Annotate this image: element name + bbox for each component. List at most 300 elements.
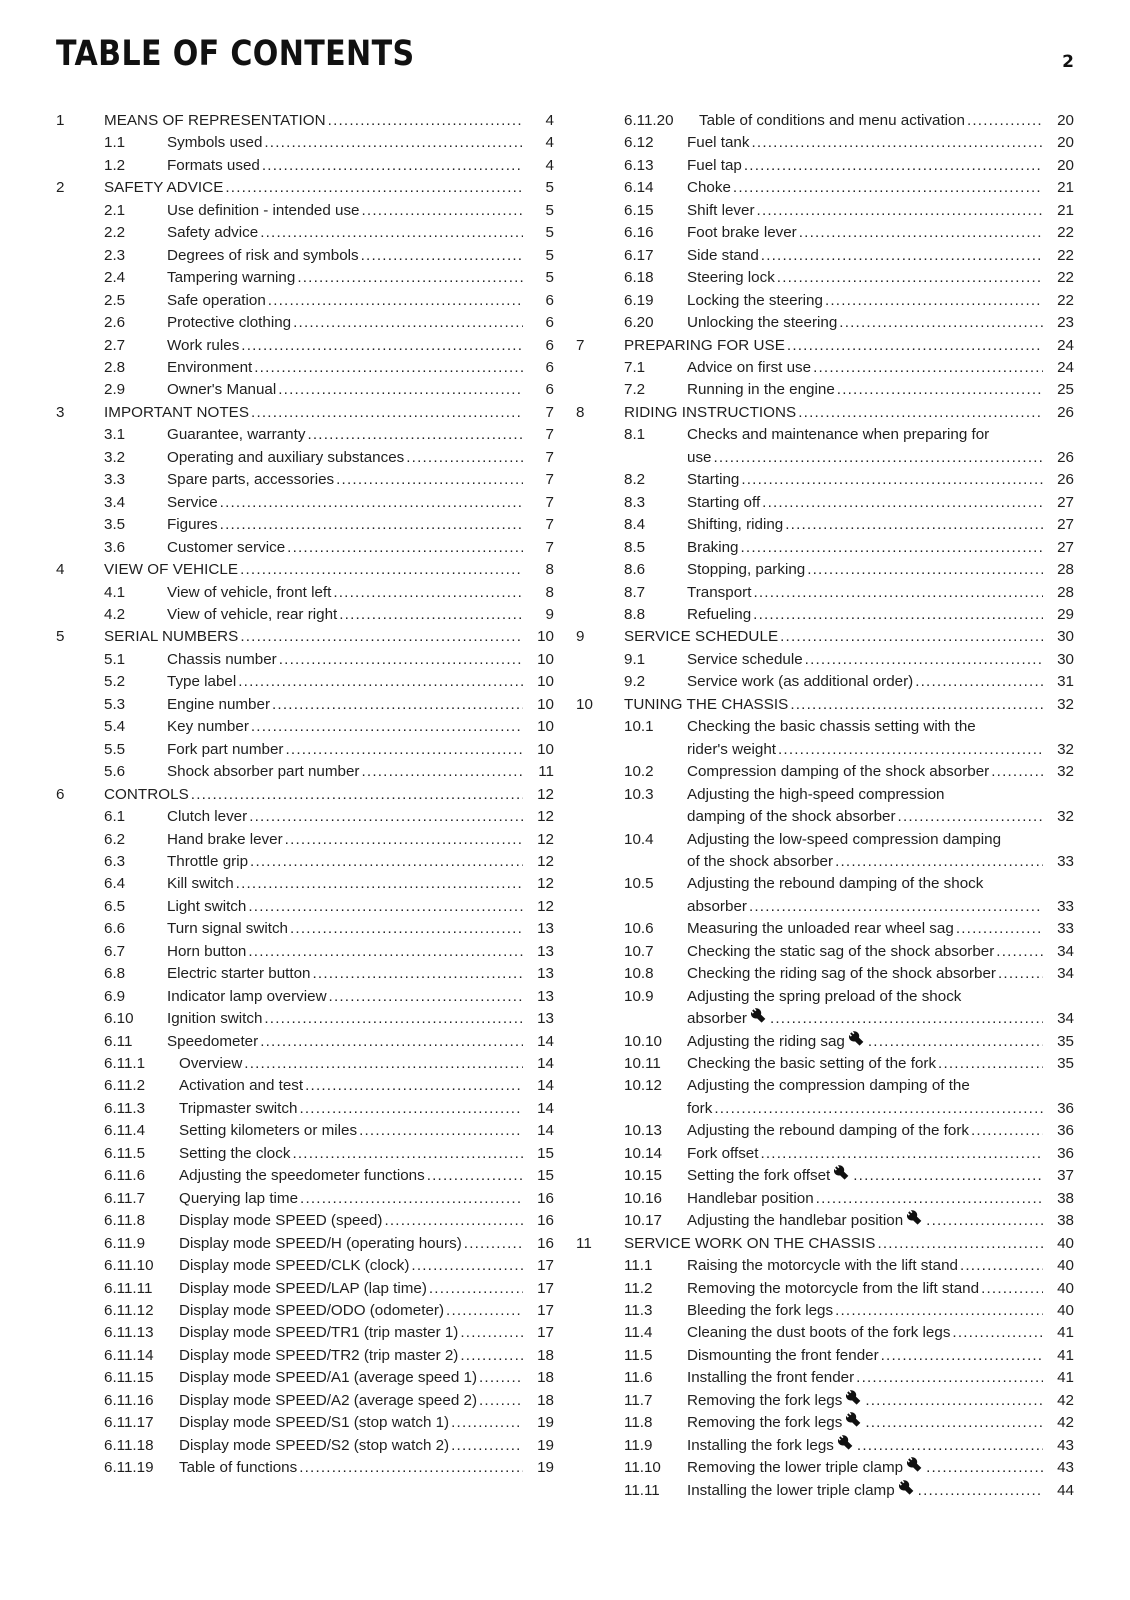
toc-entry-number: 8.5 <box>624 538 646 556</box>
toc-entry-number: 10.7 <box>624 942 654 960</box>
toc-page-number: 8 <box>545 561 554 579</box>
toc-entry[interactable] <box>56 941 554 963</box>
toc-page-number: 13 <box>537 965 554 983</box>
toc-page-number: 18 <box>537 1369 554 1387</box>
toc-entry[interactable] <box>56 896 554 918</box>
dot-leader <box>362 200 524 222</box>
toc-entry[interactable] <box>576 1480 1074 1502</box>
toc-entry-body <box>167 963 554 985</box>
toc-entry[interactable] <box>576 1255 1074 1277</box>
toc-page-number: 41 <box>1057 1346 1074 1364</box>
toc-entry-body <box>167 604 554 626</box>
toc-entry-body <box>687 1031 1074 1053</box>
toc-column-left <box>56 110 554 1502</box>
toc-entry-title: Shifting, riding <box>687 516 784 534</box>
toc-entry-number: 6.20 <box>624 314 654 332</box>
toc-entry-title: Setting the fork offset <box>687 1167 831 1185</box>
toc-entry-title: Display mode SPEED/ODO (odometer) <box>179 1302 445 1320</box>
toc-entry[interactable] <box>576 357 1074 379</box>
toc-entry[interactable] <box>56 177 554 199</box>
dot-leader <box>799 222 1043 244</box>
toc-entry-number: 1 <box>56 112 65 129</box>
toc-entry-title: Horn button <box>167 942 247 960</box>
toc-entry[interactable] <box>576 649 1074 671</box>
toc-entry[interactable] <box>576 671 1074 693</box>
toc-entry[interactable] <box>56 155 554 177</box>
toc-entry[interactable] <box>56 110 554 132</box>
toc-entry-title: Key number <box>167 718 249 736</box>
dot-leader <box>835 851 1043 873</box>
dot-leader <box>865 1412 1043 1434</box>
toc-entry[interactable] <box>56 290 554 312</box>
dot-leader <box>264 132 523 154</box>
toc-entry[interactable] <box>56 829 554 851</box>
toc-entry[interactable] <box>576 873 1074 918</box>
toc-entry[interactable] <box>56 1390 554 1412</box>
toc-entry-line <box>687 1008 1074 1030</box>
toc-page-number: 20 <box>1057 112 1074 129</box>
toc-page-number: 22 <box>1057 224 1074 242</box>
toc-entry-title: Indicator lamp overview <box>167 987 327 1005</box>
toc-entry-number: 5.3 <box>104 695 126 713</box>
toc-entry-body <box>167 896 554 918</box>
toc-entry[interactable] <box>56 357 554 379</box>
toc-entry[interactable] <box>56 1053 554 1075</box>
toc-entry-number: 10.17 <box>624 1212 663 1230</box>
toc-entry-number: 6.16 <box>624 224 654 242</box>
toc-page-number: 6 <box>545 314 554 332</box>
toc-entry-number: 8.1 <box>624 426 646 444</box>
toc-page-number: 18 <box>537 1346 554 1364</box>
toc-entry[interactable] <box>56 1008 554 1030</box>
toc-entry-body <box>104 626 554 648</box>
toc-entry-number: 6.11.10 <box>104 1257 154 1275</box>
toc-entry[interactable] <box>576 1031 1074 1053</box>
toc-entry-number: 3 <box>56 403 65 421</box>
toc-entry[interactable] <box>56 424 554 446</box>
toc-entry-number: 4 <box>56 561 65 579</box>
toc-entry[interactable] <box>56 1075 554 1097</box>
toc-entry[interactable] <box>576 1367 1074 1389</box>
toc-entry[interactable] <box>56 851 554 873</box>
toc-entry[interactable] <box>56 1120 554 1142</box>
toc-entry[interactable] <box>56 1300 554 1322</box>
toc-entry[interactable] <box>56 1031 554 1053</box>
toc-page-number: 13 <box>537 1010 554 1028</box>
dot-leader <box>460 1322 523 1344</box>
toc-entry[interactable] <box>56 1255 554 1277</box>
toc-page-number: 38 <box>1057 1189 1074 1207</box>
dot-leader <box>287 537 523 559</box>
toc-page-number: 19 <box>537 1459 554 1477</box>
toc-entry-body <box>624 335 1074 357</box>
toc-entry[interactable] <box>56 379 554 401</box>
toc-entry-title: Display mode SPEED/H (operating hours) <box>179 1234 462 1252</box>
toc-entry-body <box>687 649 1074 671</box>
toc-entry-title: Setting kilometers or miles <box>179 1122 358 1140</box>
toc-entry-title: Checking the basic setting of the fork <box>687 1055 937 1073</box>
toc-entry[interactable] <box>576 492 1074 514</box>
toc-entry[interactable] <box>56 222 554 244</box>
toc-entry[interactable] <box>576 514 1074 536</box>
dot-leader <box>260 1031 523 1053</box>
dot-leader <box>741 469 1043 491</box>
toc-entry-body <box>179 1278 554 1300</box>
toc-entry[interactable] <box>56 1367 554 1389</box>
dot-leader <box>479 1390 523 1412</box>
dot-leader <box>757 200 1043 222</box>
toc-entry[interactable] <box>576 1278 1074 1300</box>
toc-entry-number: 10.1 <box>624 718 654 736</box>
toc-entry-number: 4.2 <box>104 605 126 623</box>
toc-entry-number: 8.2 <box>624 471 646 489</box>
toc-entry[interactable] <box>56 312 554 334</box>
dot-leader <box>479 1367 523 1389</box>
toc-entry[interactable] <box>56 1143 554 1165</box>
toc-page-number: 6 <box>545 381 554 399</box>
toc-entry[interactable] <box>576 716 1074 761</box>
dot-leader <box>837 379 1043 401</box>
toc-entry[interactable] <box>576 694 1074 716</box>
dot-leader <box>807 559 1043 581</box>
toc-entry[interactable] <box>56 559 554 581</box>
toc-entry[interactable] <box>56 537 554 559</box>
toc-page-number: 12 <box>537 785 554 803</box>
toc-entry-title: Service work (as additional order) <box>687 673 914 691</box>
toc-entry-title: Removing the lower triple clamp <box>687 1459 904 1477</box>
toc-entry-number: 1.2 <box>104 156 126 174</box>
toc-entry[interactable] <box>56 626 554 648</box>
toc-entry[interactable] <box>56 1345 554 1367</box>
toc-entry[interactable] <box>576 1322 1074 1344</box>
toc-page-number: 23 <box>1057 314 1074 332</box>
toc-entry-number: 11.1 <box>624 1257 653 1275</box>
dot-leader <box>918 1480 1043 1502</box>
toc-entry[interactable] <box>576 402 1074 424</box>
toc-entry[interactable] <box>576 222 1074 244</box>
toc-entry[interactable] <box>576 784 1074 829</box>
toc-columns <box>56 110 1074 1502</box>
wrench-icon <box>846 1390 861 1405</box>
toc-entry-body <box>687 312 1074 334</box>
toc-entry[interactable] <box>576 290 1074 312</box>
toc-entry[interactable] <box>576 761 1074 783</box>
toc-entry-body <box>624 402 1074 424</box>
toc-entry[interactable] <box>576 245 1074 267</box>
toc-entry[interactable] <box>576 626 1074 648</box>
toc-entry[interactable] <box>56 582 554 604</box>
toc-entry-body <box>687 1480 1074 1502</box>
toc-entry-body <box>167 335 554 357</box>
toc-entry-title: PREPARING FOR USE <box>624 336 785 354</box>
toc-entry[interactable] <box>576 1412 1074 1434</box>
toc-entry[interactable] <box>576 1120 1074 1142</box>
toc-page-number: 21 <box>1057 201 1074 219</box>
dot-leader <box>299 1457 523 1479</box>
toc-entry[interactable] <box>576 1233 1074 1255</box>
toc-entry-number: 11.10 <box>624 1459 661 1477</box>
dot-leader <box>451 1435 523 1457</box>
toc-entry[interactable] <box>56 1457 554 1479</box>
toc-entry-number: 6.8 <box>104 965 126 983</box>
toc-page-number: 30 <box>1057 628 1074 646</box>
toc-entry[interactable] <box>576 110 1074 132</box>
toc-entry[interactable] <box>576 941 1074 963</box>
toc-entry-body <box>167 469 554 491</box>
toc-entry-number: 8.4 <box>624 516 646 534</box>
toc-entry[interactable] <box>576 1300 1074 1322</box>
toc-page-number: 12 <box>537 830 554 848</box>
toc-page-number: 12 <box>537 808 554 826</box>
toc-entry[interactable] <box>56 1233 554 1255</box>
toc-entry[interactable] <box>56 514 554 536</box>
toc-entry-title: Adjusting the spring preload of the shock <box>687 987 962 1005</box>
toc-entry[interactable] <box>576 918 1074 940</box>
toc-entry-number: 10.15 <box>624 1167 663 1185</box>
toc-entry-number: 5.4 <box>104 718 126 736</box>
toc-page-number: 4 <box>545 134 554 152</box>
toc-entry[interactable] <box>576 963 1074 985</box>
toc-entry-body <box>167 312 554 334</box>
toc-entry-body <box>687 918 1074 940</box>
toc-page-number: 14 <box>537 1032 554 1050</box>
dot-leader <box>877 1233 1043 1255</box>
toc-page-number: 38 <box>1057 1212 1074 1230</box>
toc-entry[interactable] <box>576 582 1074 604</box>
toc-entry-number: 3.4 <box>104 493 126 511</box>
toc-entry-title: Service schedule <box>687 650 803 668</box>
toc-page-number: 33 <box>1057 852 1074 870</box>
toc-entry-body <box>179 1210 554 1232</box>
dot-leader <box>248 896 523 918</box>
toc-page-number: 7 <box>545 448 554 466</box>
toc-entry[interactable] <box>56 761 554 783</box>
toc-entry-number: 6.11.13 <box>104 1324 154 1342</box>
toc-entry-body <box>167 537 554 559</box>
toc-entry-number: 5.6 <box>104 763 126 781</box>
toc-entry-number: 10.5 <box>624 875 654 893</box>
toc-entry[interactable] <box>56 873 554 895</box>
dot-leader <box>278 379 523 401</box>
toc-page-number: 26 <box>1057 403 1074 421</box>
toc-entry[interactable] <box>576 267 1074 289</box>
toc-entry[interactable] <box>576 986 1074 1031</box>
toc-entry-number: 10.8 <box>624 965 654 983</box>
dot-leader <box>429 1278 523 1300</box>
toc-entry-title: Advice on first use <box>687 358 812 376</box>
toc-entry[interactable] <box>56 245 554 267</box>
dot-leader <box>749 896 1043 918</box>
toc-entry-body <box>167 806 554 828</box>
toc-entry-body <box>687 1412 1074 1434</box>
toc-entry-title: Checking the riding sag of the shock absorber <box>687 965 996 983</box>
toc-entry[interactable] <box>576 1390 1074 1412</box>
toc-entry-title: damping of the shock absorber <box>687 808 896 826</box>
toc-page-number: 12 <box>537 875 554 893</box>
toc-entry-line <box>687 986 1074 1008</box>
toc-entry-number: 2.4 <box>104 269 126 287</box>
dot-leader <box>981 1278 1043 1300</box>
toc-entry-title: TUNING THE CHASSIS <box>624 695 789 713</box>
toc-page-number: 14 <box>537 1055 554 1073</box>
toc-entry-number: 6.19 <box>624 291 654 309</box>
toc-entry-body <box>167 941 554 963</box>
dot-leader <box>279 649 523 671</box>
toc-entry[interactable] <box>56 806 554 828</box>
toc-entry[interactable] <box>56 963 554 985</box>
toc-entry[interactable] <box>576 379 1074 401</box>
toc-entry[interactable] <box>56 671 554 693</box>
toc-page-number: 10 <box>537 650 554 668</box>
dot-leader <box>359 1120 523 1142</box>
toc-entry[interactable] <box>576 1210 1074 1232</box>
toc-page-number: 6 <box>545 336 554 354</box>
toc-entry-title: CONTROLS <box>104 785 189 803</box>
toc-entry-number: 9.2 <box>624 673 646 691</box>
toc-entry-title: Clutch lever <box>167 808 248 826</box>
toc-entry[interactable] <box>56 402 554 424</box>
toc-entry[interactable] <box>576 1143 1074 1165</box>
toc-entry[interactable] <box>576 829 1074 874</box>
toc-entry-body <box>687 132 1074 154</box>
toc-entry-body <box>687 155 1074 177</box>
toc-entry[interactable] <box>576 559 1074 581</box>
toc-entry-body <box>179 1345 554 1367</box>
toc-entry[interactable] <box>576 537 1074 559</box>
dot-leader <box>297 267 523 289</box>
toc-entry-number: 6.17 <box>624 246 654 264</box>
toc-entry[interactable] <box>56 200 554 222</box>
toc-entry[interactable] <box>576 1188 1074 1210</box>
toc-entry-title: Tripmaster switch <box>179 1099 298 1117</box>
toc-entry-line <box>687 424 1074 446</box>
toc-entry[interactable] <box>576 132 1074 154</box>
dot-leader <box>777 267 1043 289</box>
toc-entry[interactable] <box>56 986 554 1008</box>
toc-entry-number: 6.11.15 <box>104 1369 154 1387</box>
toc-page-number: 10 <box>537 628 554 646</box>
toc-page-number: 10 <box>537 740 554 758</box>
toc-entry-number: 2.9 <box>104 381 126 399</box>
toc-entry[interactable] <box>576 1165 1074 1187</box>
toc-entry[interactable] <box>56 1412 554 1434</box>
toc-entry[interactable] <box>576 424 1074 469</box>
toc-entry-title: Display mode SPEED/A2 (average speed 2) <box>179 1391 477 1409</box>
toc-entry[interactable] <box>576 155 1074 177</box>
toc-entry-title: View of vehicle, rear right <box>167 605 338 623</box>
toc-entry-line <box>687 829 1074 851</box>
toc-page-number: 15 <box>537 1167 554 1185</box>
toc-entry[interactable] <box>56 604 554 626</box>
toc-entry-number: 2.8 <box>104 358 126 376</box>
toc-entry-number: 10.13 <box>624 1122 663 1140</box>
toc-entry-body <box>687 222 1074 244</box>
toc-entry-number: 6.18 <box>624 269 654 287</box>
toc-entry[interactable] <box>56 694 554 716</box>
toc-page-number: 14 <box>537 1077 554 1095</box>
toc-entry-title: Compression damping of the shock absorber <box>687 763 990 781</box>
toc-entry[interactable] <box>56 739 554 761</box>
dot-leader <box>853 1165 1043 1187</box>
toc-entry[interactable] <box>56 132 554 154</box>
toc-entry[interactable] <box>576 1435 1074 1457</box>
toc-entry[interactable] <box>576 604 1074 626</box>
dot-leader <box>307 424 523 446</box>
toc-entry-title: Fork part number <box>167 740 284 758</box>
toc-entry[interactable] <box>56 649 554 671</box>
dot-leader <box>361 245 523 267</box>
toc-entry-body <box>687 492 1074 514</box>
toc-entry-number: 11.9 <box>624 1436 653 1454</box>
dot-leader <box>293 312 523 334</box>
toc-entry-title: Chassis number <box>167 650 277 668</box>
toc-entry[interactable] <box>56 918 554 940</box>
dot-leader <box>751 132 1043 154</box>
toc-entry[interactable] <box>56 447 554 469</box>
toc-entry[interactable] <box>56 716 554 738</box>
toc-page-number: 5 <box>545 224 554 242</box>
toc-entry-number: 9 <box>576 628 585 646</box>
toc-entry-number: 9.1 <box>624 650 646 668</box>
toc-page-number: 17 <box>537 1279 554 1297</box>
toc-entry[interactable] <box>56 784 554 806</box>
toc-page-number: 14 <box>537 1099 554 1117</box>
toc-entry-number: 8 <box>576 403 585 421</box>
toc-page-number: 21 <box>1057 179 1074 197</box>
toc-entry-title: Foot brake lever <box>687 224 797 242</box>
toc-entry-title: Display mode SPEED/CLK (clock) <box>179 1257 410 1275</box>
toc-entry[interactable] <box>56 469 554 491</box>
toc-entry[interactable] <box>576 200 1074 222</box>
toc-entry[interactable] <box>56 335 554 357</box>
dot-leader <box>328 110 523 132</box>
dot-leader <box>857 1435 1043 1457</box>
toc-entry[interactable] <box>576 1457 1074 1479</box>
toc-page-number: 5 <box>545 269 554 287</box>
toc-entry-number: 3.3 <box>104 471 126 489</box>
toc-entry-body <box>167 200 554 222</box>
toc-entry[interactable] <box>56 267 554 289</box>
toc-entry-number: 6.1 <box>104 808 126 826</box>
toc-entry[interactable] <box>56 1278 554 1300</box>
toc-entry[interactable] <box>56 1098 554 1120</box>
toc-entry[interactable] <box>576 469 1074 491</box>
toc-entry[interactable] <box>576 1345 1074 1367</box>
toc-entry-number: 6 <box>56 785 65 803</box>
toc-entry[interactable] <box>576 312 1074 334</box>
toc-entry[interactable] <box>56 1322 554 1344</box>
dot-leader <box>816 1188 1043 1210</box>
wrench-icon <box>751 1008 766 1023</box>
toc-entry[interactable] <box>56 1210 554 1232</box>
toc-entry[interactable] <box>576 177 1074 199</box>
toc-entry-number: 2 <box>56 179 65 197</box>
toc-entry[interactable] <box>576 1053 1074 1075</box>
toc-page-number: 27 <box>1057 516 1074 534</box>
toc-entry-title: Display mode SPEED/A1 (average speed 1) <box>179 1369 477 1387</box>
toc-entry[interactable] <box>56 1188 554 1210</box>
wrench-icon <box>907 1457 922 1472</box>
toc-entry[interactable] <box>56 1165 554 1187</box>
toc-entry[interactable] <box>56 492 554 514</box>
toc-entry[interactable] <box>576 335 1074 357</box>
toc-entry-number: 2.1 <box>104 201 126 219</box>
toc-entry[interactable] <box>576 1075 1074 1120</box>
toc-entry[interactable] <box>56 1435 554 1457</box>
dot-leader <box>251 402 523 424</box>
toc-entry-body <box>167 739 554 761</box>
toc-entry-line <box>687 447 1074 469</box>
